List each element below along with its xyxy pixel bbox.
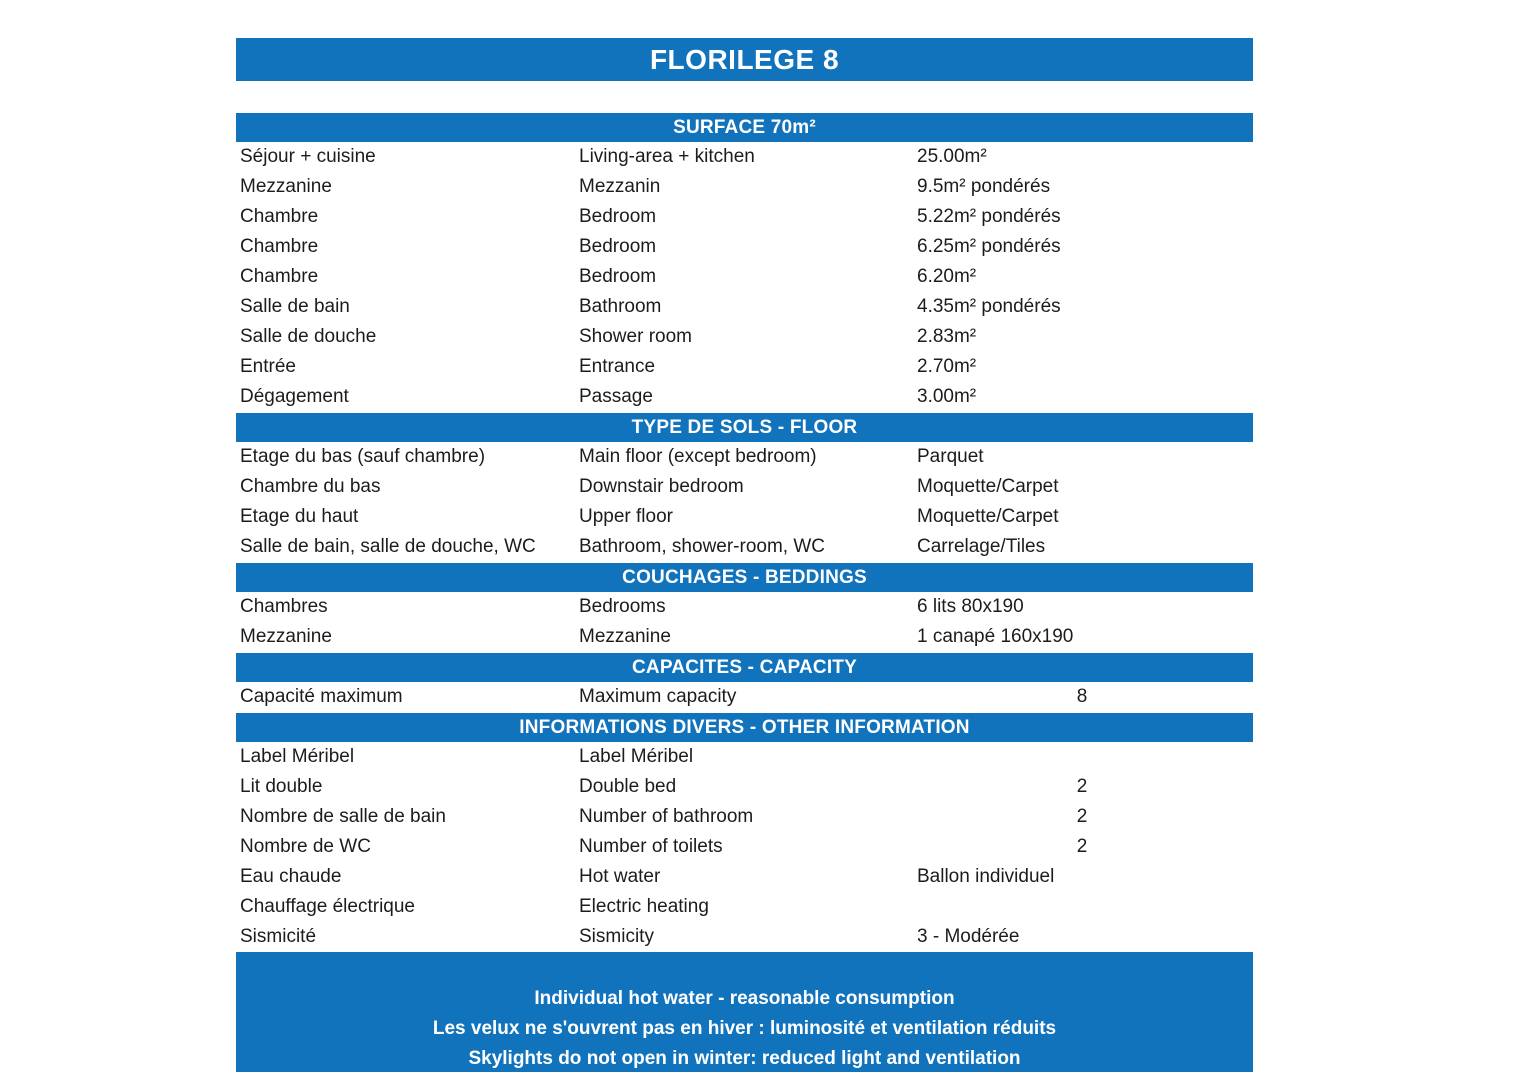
section-header: SURFACE 70m² (236, 113, 1253, 142)
cell-en: Mezzanine (579, 626, 671, 647)
footer-note-line: Individual hot water - reasonable consumption (534, 988, 955, 1009)
cell-en: Mezzanin (579, 176, 661, 197)
cell-fr: Label Méribel (240, 746, 355, 767)
cell-en: Bathroom (579, 296, 662, 317)
cell-en: Entrance (579, 356, 656, 377)
cell-value: 5.22m² pondérés (917, 206, 1061, 227)
table-row (236, 262, 1253, 292)
page-title: FLORILEGE 8 (236, 38, 1253, 81)
cell-value: 6 lits 80x190 (917, 596, 1024, 617)
cell-en: Passage (579, 386, 653, 407)
cell-num: 2 (1076, 776, 1088, 797)
cell-value: 4.35m² pondérés (917, 296, 1061, 317)
table-row (236, 442, 1253, 472)
cell-en: Main floor (except bedroom) (579, 446, 817, 467)
cell-num: 2 (1076, 806, 1088, 827)
cell-value: 3 - Modérée (917, 926, 1020, 947)
table-row (236, 682, 1253, 712)
table-row (236, 742, 1253, 772)
cell-en: Bedrooms (579, 596, 666, 617)
section-header: CAPACITES - CAPACITY (236, 653, 1253, 682)
table-sections (236, 113, 1253, 952)
table-row (236, 772, 1253, 802)
cell-fr: Etage du haut (240, 506, 359, 527)
cell-en: Electric heating (579, 896, 709, 917)
cell-value: 1 canapé 160x190 (917, 626, 1074, 647)
cell-fr: Lit double (240, 776, 323, 797)
cell-fr: Chambres (240, 596, 328, 617)
cell-en: Label Méribel (579, 746, 694, 767)
cell-fr: Salle de douche (240, 326, 377, 347)
footer-notes (236, 952, 1253, 1072)
cell-fr: Dégagement (240, 386, 349, 407)
cell-fr: Etage du bas (sauf chambre) (240, 446, 486, 467)
cell-value: Ballon individuel (917, 866, 1055, 887)
cell-fr: Chauffage électrique (240, 896, 415, 917)
cell-value: Moquette/Carpet (917, 476, 1059, 497)
table-row (236, 592, 1253, 622)
table-row (236, 802, 1253, 832)
cell-value: 9.5m² pondérés (917, 176, 1051, 197)
table-row (236, 232, 1253, 262)
cell-en: Number of toilets (579, 836, 723, 857)
table-row (236, 472, 1253, 502)
table-row (236, 202, 1253, 232)
cell-num: 2 (1076, 836, 1088, 857)
cell-value: 6.20m² (917, 266, 977, 287)
cell-value: 25.00m² (917, 146, 987, 167)
cell-en: Double bed (579, 776, 677, 797)
cell-en: Number of bathroom (579, 806, 754, 827)
table-row (236, 922, 1253, 952)
cell-fr: Chambre (240, 266, 319, 287)
footer-note-line: Les velux ne s'ouvrent pas en hiver : luminosité et ventilation réduits (432, 1018, 1057, 1039)
table-row (236, 142, 1253, 172)
cell-fr: Capacité maximum (240, 686, 403, 707)
cell-fr: Nombre de WC (240, 836, 371, 857)
cell-fr: Entrée (240, 356, 296, 377)
table-row (236, 892, 1253, 922)
cell-fr: Chambre du bas (240, 476, 381, 497)
property-sheet (236, 38, 1253, 1072)
table-row (236, 502, 1253, 532)
cell-value: 2.70m² (917, 356, 977, 377)
cell-fr: Salle de bain (240, 296, 350, 317)
section-header: COUCHAGES - BEDDINGS (236, 563, 1253, 592)
cell-en: Bedroom (579, 206, 657, 227)
cell-en: Living-area + kitchen (579, 146, 755, 167)
table-row (236, 322, 1253, 352)
cell-fr: Mezzanine (240, 176, 332, 197)
cell-value: Carrelage/Tiles (917, 536, 1046, 557)
table-row (236, 172, 1253, 202)
cell-fr: Chambre (240, 236, 319, 257)
cell-fr: Sismicité (240, 926, 317, 947)
cell-fr: Chambre (240, 206, 319, 227)
cell-en: Bedroom (579, 236, 657, 257)
cell-value: Parquet (917, 446, 984, 467)
cell-en: Downstair bedroom (579, 476, 744, 497)
cell-en: Upper floor (579, 506, 673, 527)
table-row (236, 832, 1253, 862)
cell-num: 8 (1076, 686, 1088, 707)
table-row (236, 862, 1253, 892)
cell-fr: Nombre de salle de bain (240, 806, 446, 827)
cell-value: 6.25m² pondérés (917, 236, 1061, 257)
cell-value: 3.00m² (917, 386, 977, 407)
table-row (236, 622, 1253, 652)
cell-fr: Mezzanine (240, 626, 332, 647)
cell-en: Bedroom (579, 266, 657, 287)
cell-fr: Séjour + cuisine (240, 146, 376, 167)
cell-en: Maximum capacity (579, 686, 737, 707)
cell-en: Sismicity (579, 926, 654, 947)
table-row (236, 292, 1253, 322)
cell-fr: Salle de bain, salle de douche, WC (240, 536, 536, 557)
table-row (236, 532, 1253, 562)
cell-en: Shower room (579, 326, 692, 347)
cell-en: Hot water (579, 866, 661, 887)
table-row (236, 382, 1253, 412)
cell-value: 2.83m² (917, 326, 977, 347)
cell-en: Bathroom, shower-room, WC (579, 536, 826, 557)
section-header: TYPE DE SOLS - FLOOR (236, 413, 1253, 442)
cell-fr: Eau chaude (240, 866, 342, 887)
section-header: INFORMATIONS DIVERS - OTHER INFORMATION (236, 713, 1253, 742)
table-row (236, 352, 1253, 382)
cell-value: Moquette/Carpet (917, 506, 1059, 527)
footer-note-line: Skylights do not open in winter: reduced light and ventilation (468, 1048, 1021, 1069)
title-gap (236, 81, 1253, 112)
